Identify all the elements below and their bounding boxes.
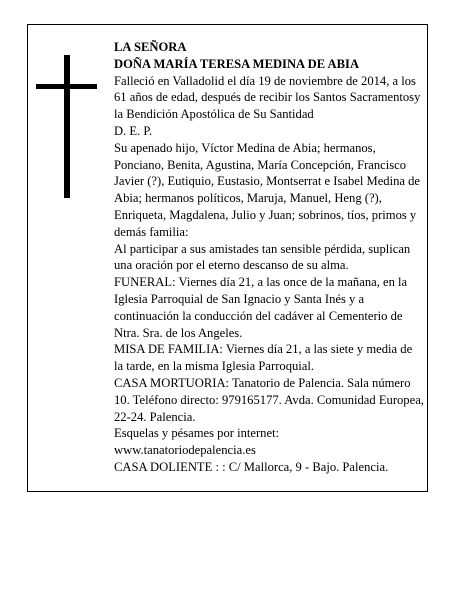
notice-title: LA SEÑORA [114, 40, 187, 54]
prayer-request: Al participar a sus amistades tan sensible pérdida, suplican una oración por el eterno descanso de su alma. [114, 241, 411, 273]
death-statement: Falleció en Valladolid el día 19 de noviembre de 2014, a los 61 años de edad, después de recibir los Santos Sacramentosy la Bendición Apostólica de Su Santidad [114, 73, 421, 122]
cross-vertical-bar [64, 55, 70, 198]
online-condolences-label: Esquelas y pésames por internet: [114, 426, 280, 441]
funeral-info: FUNERAL: Viernes día 21, a las once de la mañana, en la Iglesia Parroquial de San Ignacio y Santa Inés y a continuación la conducción del cadáver al Cementerio de Ntra. Sra. de los Angeles. [114, 275, 408, 340]
obituary-text [114, 39, 424, 476]
bereaved-home-info: CASA DOLIENTE : : C/ Mallorca, 9 - Bajo. Palencia. [114, 459, 389, 474]
online-condolences-url[interactable]: www.tanatoriodepalencia.es [114, 443, 256, 458]
rip-line: D. E. P. [114, 123, 153, 138]
deceased-name: DOÑA MARÍA TERESA MEDINA DE ABIA [114, 56, 360, 71]
family-mass-info: MISA DE FAMILIA: Viernes día 21, a las siete y media de la tarde, en la misma Iglesia Parroquial. [114, 342, 413, 374]
family-list: Su apenado hijo, Víctor Medina de Abia; hermanos, Ponciano, Benita, Agustina, María Concepción, Francisco Javier (?), Eutiquio, Eustasio, Montserrat e Isabel Medina de Abia; hermanos políticos, Maruja, Manuel, Heng (?), Enriqueta, Magdalena, Julio y Juan; sobrinos, tíos, primos y demás familia: [114, 140, 421, 239]
mortuary-info: CASA MORTUORIA: Tanatorio de Palencia. Sala número 10. Teléfono directo: 979165177. Avda. Comunidad Europea, 22-24. Palencia. [114, 375, 424, 424]
cross-horizontal-bar [36, 84, 97, 89]
